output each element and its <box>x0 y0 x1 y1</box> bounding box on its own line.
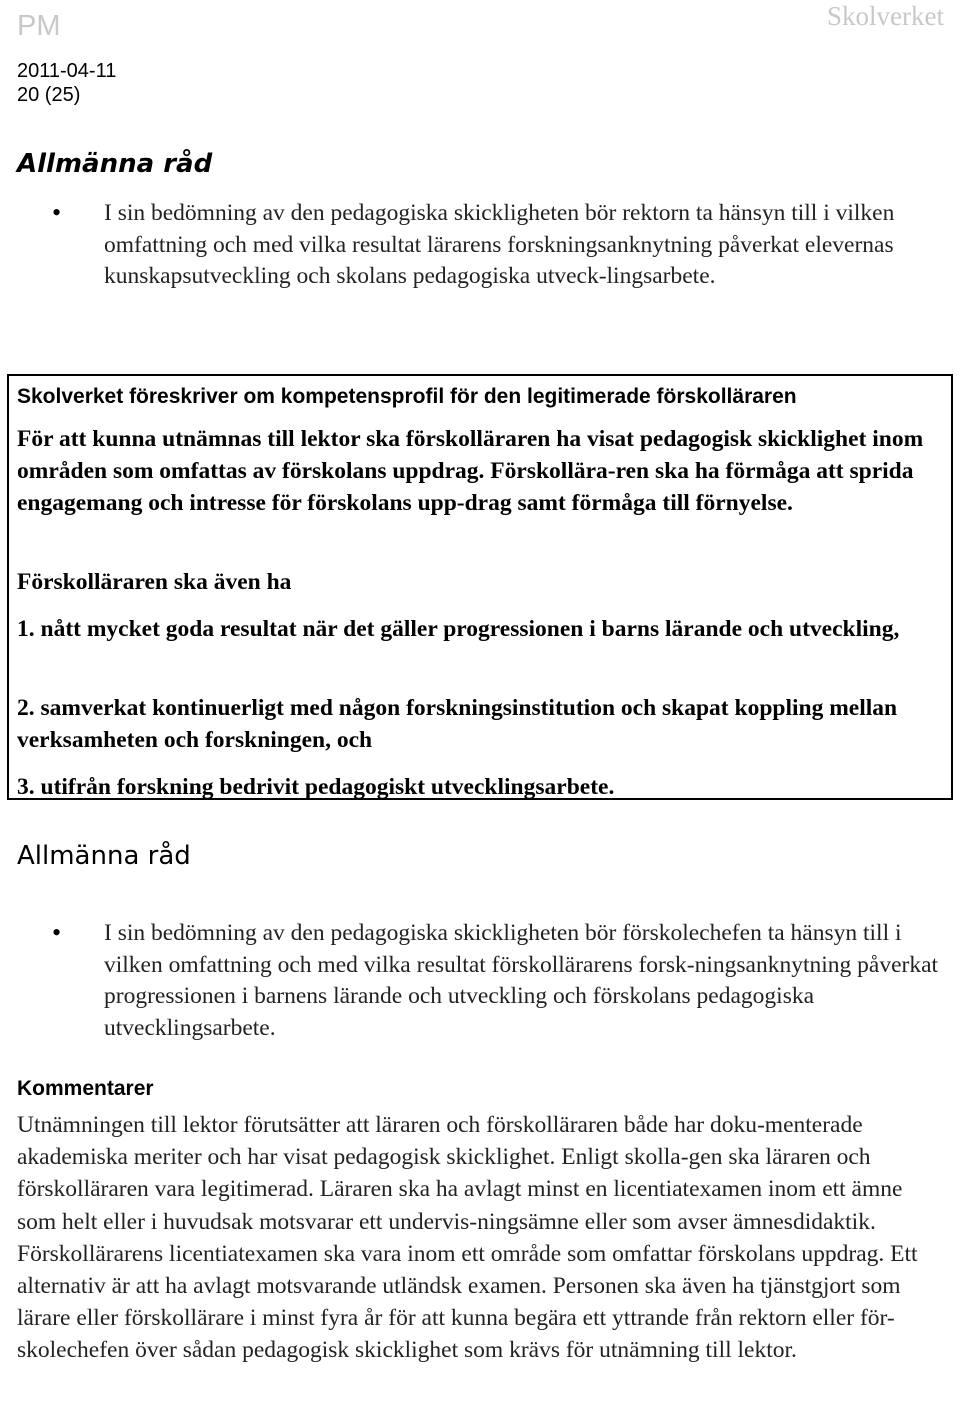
general-advice-heading: Allmänna råd <box>17 841 191 871</box>
general-advice-text: I sin bedömning av den pedagogiska skickligheten bör förskolechefen ta hänsyn till i vilken omfattning och med vilka resultat förskollärarens forsk-ningsanknytning påverkat progressionen i barnens lärande och utveckling och förskolans pedagogiska utvecklingsarbete. <box>104 920 939 1041</box>
general-advice-text: I sin bedömning av den pedagogiska skickligheten bör rektorn ta hänsyn till i vilken omfattning och med vilka resultat lärarens forskningsanknytning påverkat elevernas kunskapsutveckling och skolans pedagogiska utveck-lingsarbete. <box>104 200 895 289</box>
document-pm-label: PM <box>17 10 61 42</box>
organization-name: Skolverket <box>827 1 944 31</box>
general-advice-heading: Allmänna råd <box>17 149 213 179</box>
regulation-title: Skolverket föreskriver om kompetensprofil för den legitimerade förskolläraren <box>17 385 797 408</box>
comments-text: Utnämningen till lektor förutsätter att läraren och förskolläraren både har doku-menterade akademiska meriter och har visat pedagogisk skicklighet. Enligt skolla-gen ska läraren och förskolläraren vara legitimerad. Läraren ska ha avlagt minst en licentiatexamen inom ett ämne som helt eller i huvudsak motsvarar ett undervis-ningsämne eller som avser ämnesdidaktik. Förskollärarens licentiatexamen ska vara inom ett område som omfattar förskolans uppdrag. Ett alternativ är att ha avlagt motsvarande utländsk examen. Personen ska även ha tjänstgjort som lärare eller förskollärare i minst fyra år för att kunna begära ett yttrande från rektorn eller för-skolechefen över sådan pedagogisk skicklighet som krävs för utnämning till lektor. <box>17 1112 918 1364</box>
regulation-intro: För att kunna utnämnas till lektor ska förskolläraren ha visat pedagogisk skicklighet inom områden som omfattas av förskolans uppdrag. Förskollära-ren ska ha förmåga att sprida engagemang och intresse för förskolans upp-drag samt förmåga till förnyelse. <box>17 426 924 516</box>
regulation-lead: Förskolläraren ska även ha <box>17 569 292 595</box>
regulation-list-item: 1. nått mycket goda resultat när det gäller progressionen i barns lärande och utveckling, <box>17 616 900 642</box>
regulation-list-item: 2. samverkat kontinuerligt med någon forskningsinstitution och skapat koppling mellan verksamheten och forskningen, och <box>17 695 898 753</box>
regulation-list-item: 3. utifrån forskning bedrivit pedagogiskt utvecklingsarbete. <box>17 774 615 800</box>
bullet-icon: • <box>52 198 62 227</box>
bullet-icon: • <box>52 918 62 947</box>
page-number: 20 (25) <box>17 84 81 106</box>
comments-heading: Kommentarer <box>17 1077 154 1100</box>
document-date: 2011-04-11 <box>17 60 117 82</box>
